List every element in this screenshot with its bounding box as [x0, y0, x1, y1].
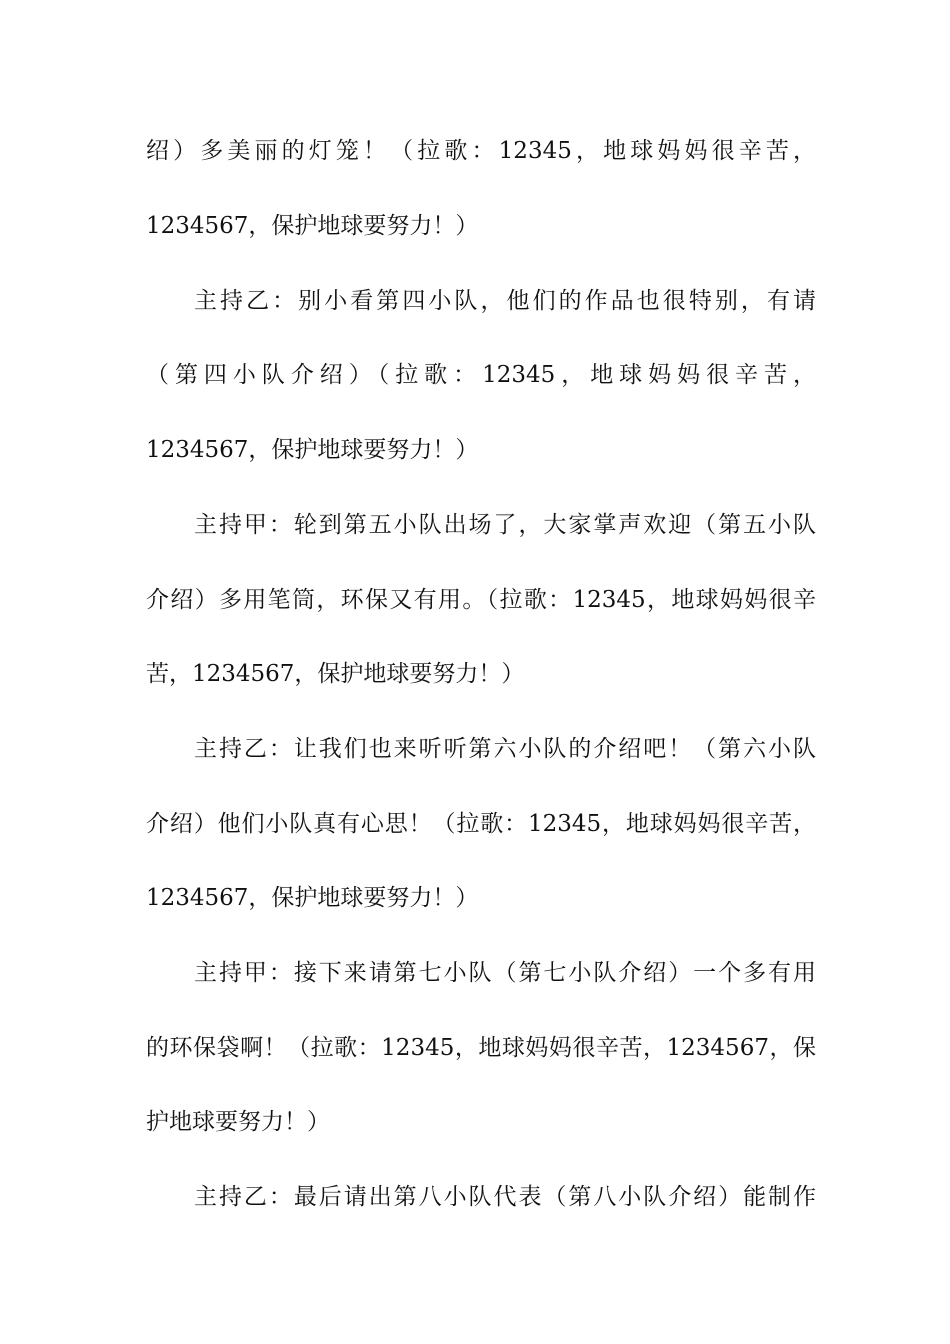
- text-line-1: 绍）多美丽的灯笼！（拉歌：12345，地球妈妈很辛苦，: [146, 138, 816, 164]
- text-line-2: 1234567，保护地球要努力！）: [146, 213, 479, 239]
- text-line-15: 主持乙：最后请出第八小队代表（第八小队介绍）能制作: [194, 1184, 816, 1210]
- text-line-14: 护地球要努力！）: [146, 1109, 330, 1135]
- text-line-6: 主持甲：轮到第五小队出场了，大家掌声欢迎（第五小队: [194, 512, 816, 538]
- text-line-3: 主持乙：别小看第四小队，他们的作品也很特别，有请: [194, 288, 816, 314]
- text-line-5: 1234567，保护地球要努力！）: [146, 437, 479, 463]
- text-line-8: 苦，1234567，保护地球要努力！）: [146, 661, 525, 687]
- text-line-11: 1234567，保护地球要努力！）: [146, 885, 479, 911]
- text-line-13: 的环保袋啊！（拉歌：12345，地球妈妈很辛苦，1234567，保: [146, 1035, 816, 1061]
- text-line-9: 主持乙：让我们也来听听第六小队的介绍吧！（第六小队: [194, 736, 816, 762]
- text-line-7: 介绍）多用笔筒，环保又有用。（拉歌：12345，地球妈妈很辛: [146, 587, 816, 613]
- text-line-12: 主持甲：接下来请第七小队（第七小队介绍）一个多有用: [194, 960, 816, 986]
- text-line-4: （第四小队介绍）（拉歌：12345，地球妈妈很辛苦，: [146, 362, 816, 388]
- text-line-10: 介绍）他们小队真有心思！（拉歌：12345，地球妈妈很辛苦，: [146, 811, 816, 837]
